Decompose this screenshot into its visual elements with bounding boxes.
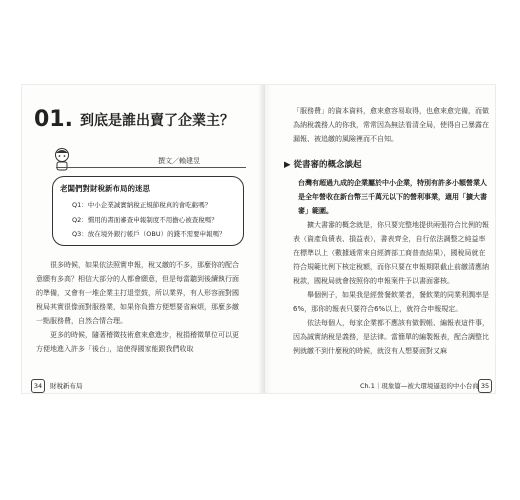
paragraph: 「服務費」的資本資料，愈來愈容易取得，也愈來愈完備，而做為納稅義務人的你我，常常因為無法看清全局，使得自己暴露在漏報、被追繳的風險裡而不自知。 (293, 107, 489, 143)
paragraph: 依法每個人，每家企業都不應該有做假帳、編報表這件事，因為誠實納稅是義務，是法律。當簡單的編製報表，配合調整比例就繳不到什麼稅的時候，就沒有人想要面對又麻 (293, 319, 489, 355)
paragraph: 更多的時候，隨著稽徵技術愈來愈進步，稅捐稽徵單位可以更方便地進入許多「後台」，這使得國家能跟我們收取 (36, 331, 239, 353)
right-body-text (293, 218, 489, 358)
author-rule (56, 167, 246, 168)
question-item: Q1：中小企業誠實納稅正規節稅真的會吃虧嗎？ (72, 201, 212, 209)
book-gutter (258, 85, 272, 393)
running-title-right: Ch.1｜現象篇—被大環境逼退的中小台商 (360, 382, 479, 390)
question-item: Q2：慣用的書面審查申報制度不用擔心被查稅嗎？ (72, 216, 218, 224)
right-top-text (293, 104, 489, 146)
running-title-left: 財稅新布局 (50, 382, 83, 390)
chapter-title: 到底是誰出賣了企業主？ (80, 113, 234, 129)
page-number-right: 35 (478, 379, 492, 393)
left-body-text (36, 258, 241, 356)
paragraph: 舉個例子，如果我是經營餐飲業者，餐飲業的同業利潤率是6%，那你的報表只要符合6%以上，就符合申報規定。 (293, 291, 489, 313)
paragraph: 擴大書審的概念就是，你只要完整地提供兩張符合比例的報表（資產負債表、損益表），書表齊全，自行依法調整之純益率在標準以上（數據通常來自經濟部工商普查結果），國稅局就在符合規範比例下核定稅額，而你只要在申報期限截止前繳清應納稅款，國稅局就會按照你的申報案件予以書面審核。 (293, 221, 489, 285)
section-heading: ▶ 從書審的概念談起 (284, 160, 362, 170)
author-credit: 撰文／賴建昱 (158, 157, 200, 165)
highlight-paragraph: 台灣有超過九成的企業屬於中小企業，特別有許多小額營業人是全年營收在新台幣三千萬元以下的營利事業，適用「擴大書審」範圍。 (298, 179, 487, 215)
paragraph: 很多時候，如果依法照實申報，稅又繳的不多，那麼你的配合意願有多高？相信大部分的人都會願意，但是每當聽到後續執行面的準備，又會有一堆企業主打退堂鼓，所以業界，有人形容面對國稅局其實很像面對服務業，如果你負擔方便想要省麻煩，那麼多繳一點服務費，自然合情合理。 (36, 261, 239, 325)
mascot-icon (50, 146, 74, 172)
page-number-left: 34 (31, 379, 45, 393)
question-item: Q3：放在境外銀行帳戶（OBU）的錢不需要申報嗎？ (72, 230, 226, 238)
question-box-title: 老闆們對財稅新布局的迷思 (60, 184, 150, 193)
chapter-number: 01. (34, 107, 73, 132)
